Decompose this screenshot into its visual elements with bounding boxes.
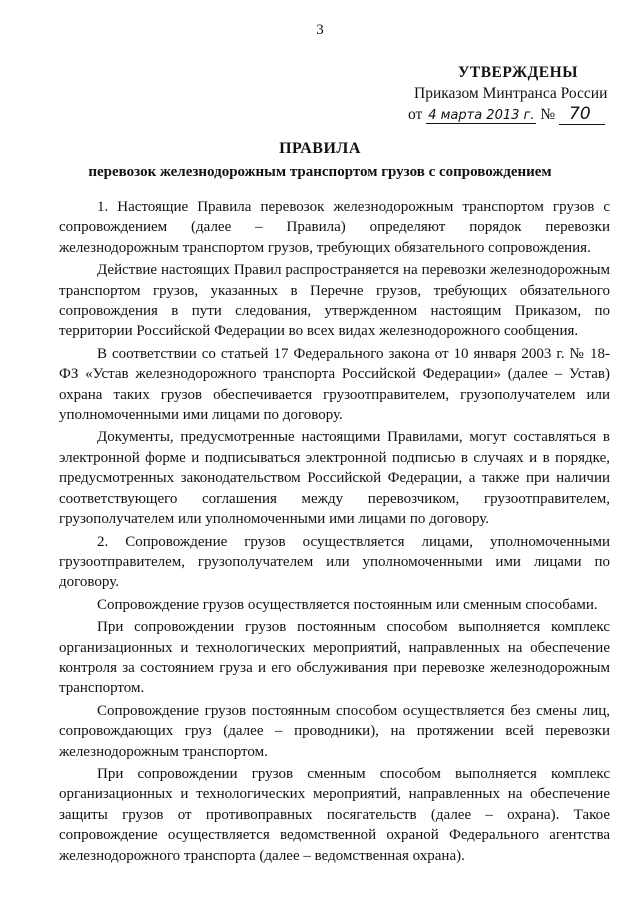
paragraph: При сопровождении грузов постоянным способом выполняется комплекс организационных и технологических мероприятий, направленных на обеспечение контроля за состоянием груза и его обслуживания при перевозке железнодорожным транспортом. (59, 619, 610, 697)
date-prefix: от (408, 106, 423, 123)
paragraph: Документы, предусмотренные настоящими Правилами, могут составляться в электронной форме и подписываться электронной подписью в случаях и в порядке, предусмотренных законодательством Российской Федерации, а также при наличии соответствующего соглашения между перевозчиком, грузоотправителем, грузополучателем или уполномоченными ими лицами по договору. (59, 429, 610, 528)
paragraph: В соответствии со статьей 17 Федерального закона от 10 января 2003 г. № 18-ФЗ «Устав железнодорожного транспорта Российской Федерации» (далее – Устав) охрана таких грузов обеспечивается грузоотправителем, грузополучателем или уполномоченными ими лицами по договору. (59, 345, 610, 424)
number-prefix: № (540, 106, 556, 123)
handwritten-order-number: 70 (559, 104, 605, 125)
paragraph: Сопровождение грузов постоянным способом осуществляется без смены лиц, сопровождающих груз (далее – проводники), на протяжении всей перевозки железнодорожным транспортом. (59, 702, 610, 760)
order-date-line (400, 104, 607, 126)
document-body (59, 197, 610, 868)
document-subtitle: перевозок железнодорожным транспортом грузов с сопровождением (88, 164, 552, 180)
handwritten-date: 4 марта 2013 г. (428, 108, 535, 123)
paragraph: Действие настоящих Правил распространяется на перевозки железнодорожным транспортом грузов, указанных в Перечне грузов, требующих обязательного сопровождения в пути следования, утвержденном настоящим Приказом, по территории Российской Федерации во всех видах железнодорожного сообщения. (59, 262, 610, 340)
document-title: ПРАВИЛА (279, 140, 361, 157)
page-number: 3 (316, 22, 324, 38)
paragraph: Сопровождение грузов осуществляется постоянным или сменным способами. (97, 596, 598, 613)
order-name: Приказом Минтранса России (414, 85, 608, 102)
paragraph: 1. Настоящие Правила перевозок железнодорожным транспортом грузов с сопровождением (далее – Правила) определяют порядок перевозки железнодорожным транспортом грузов, требующих обязательного сопровождения. (59, 199, 610, 256)
paragraph: При сопровождении грузов сменным способом выполняется комплекс организационных и технологических мероприятий, направленных на обеспечение защиты грузов от противоправных посягательств (далее – охрана). Такое сопровождение осуществляется ведомственной охраной Федерального агентства железнодорожного транспорта (далее – ведомственная охрана). (59, 765, 610, 864)
approval-stamp (400, 62, 607, 126)
approved-heading: УТВЕРЖДЕНЫ (458, 64, 578, 81)
paragraph: 2. Сопровождение грузов осуществляется лицами, уполномоченными грузоотправителем, грузополучателем или уполномоченными ими лицами по договору. (59, 533, 610, 591)
